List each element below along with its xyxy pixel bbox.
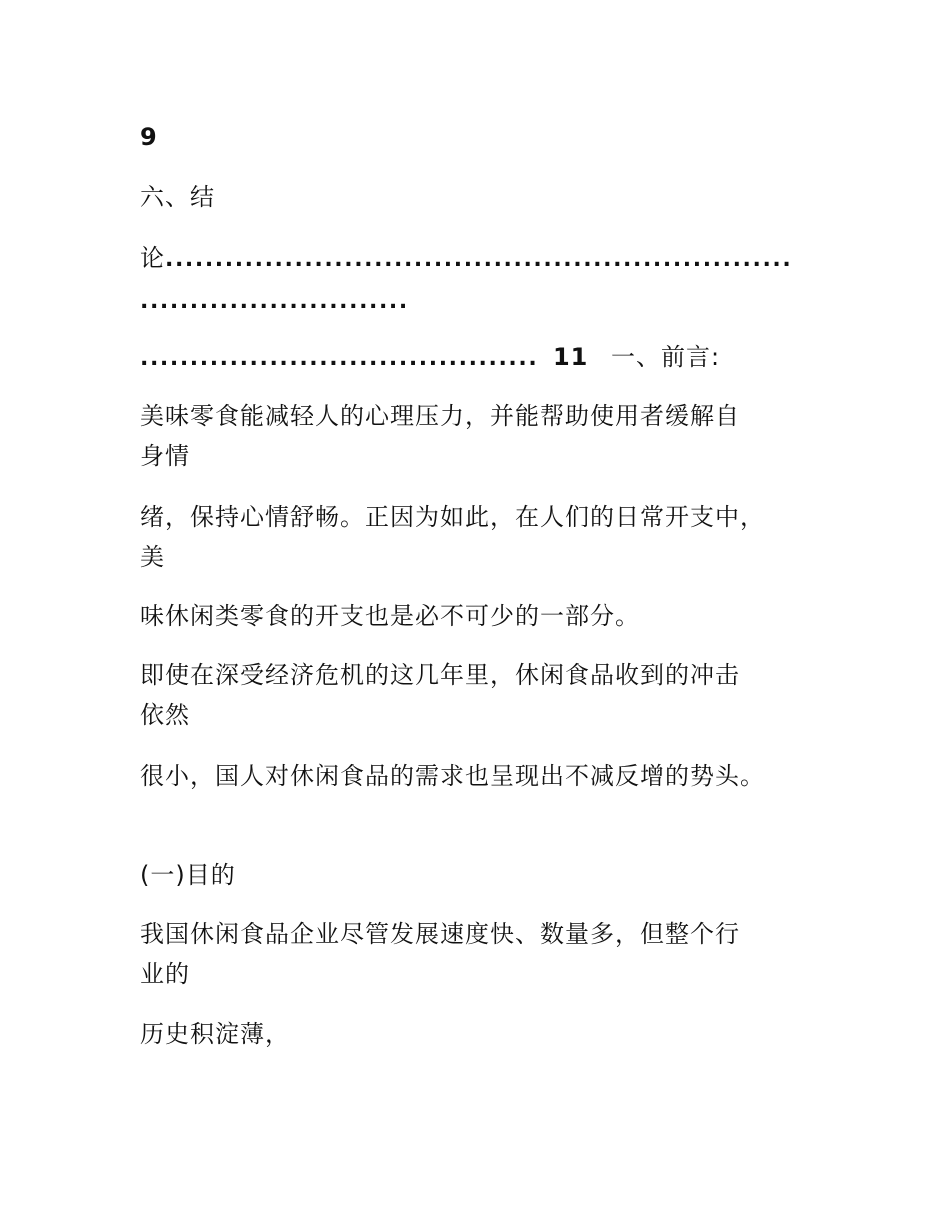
paragraph-line: 美味零食能减轻人的心理压力，并能帮助使用者缓解自 [140,402,740,430]
paragraph-line: 历史积淀薄， [140,1020,290,1048]
paragraph-line: 业的 [140,960,190,988]
toc-leader-dots: ........................................ [140,346,539,371]
toc-conclusion-char: 论 [140,244,165,272]
toc-page-number: 11 [552,343,589,371]
toc-leader-dots: ............................................................... [165,247,793,272]
toc-page-number: 9 [140,123,158,151]
toc-conclusion-entry [140,238,792,280]
toc-conclusion-heading: 六、结 [140,183,215,211]
paragraph-line: 我国休闲食品企业尽管发展速度快、数量多，但整个行 [140,920,740,948]
paragraph-line: 味休闲类零食的开支也是必不可少的一部分。 [140,602,640,630]
paragraph-line: 美 [140,543,165,571]
paragraph-line: 即使在深受经济危机的这几年里，休闲食品收到的冲击 [140,661,740,689]
paragraph-line: 很小，国人对休闲食品的需求也呈现出不减反增的势头。 [140,762,765,790]
toc-leader-line [140,280,409,322]
toc-intro-entry [140,337,720,379]
section-heading: (一)目的 [140,861,236,889]
paragraph-line: 依然 [140,701,190,729]
paragraph-line: 身情 [140,442,190,470]
intro-heading: 一、前言: [610,343,721,371]
toc-leader-dots: ........................... [140,289,409,314]
paragraph-line: 绪，保持心情舒畅。正因为如此，在人们的日常开支中， [140,503,765,531]
